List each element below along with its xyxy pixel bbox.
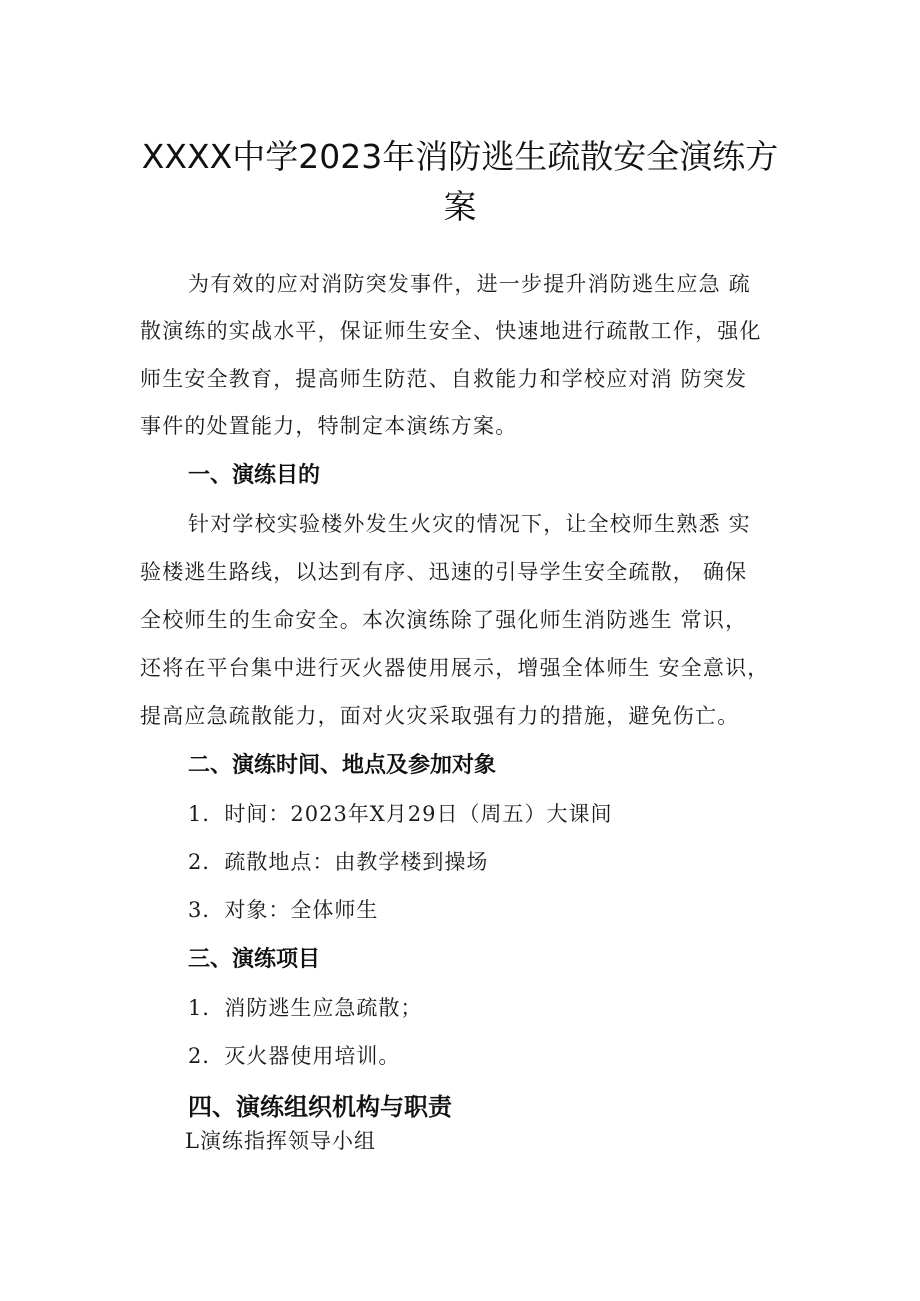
list-item-time: 1．时间：2023年X月29日（周五）大课间 xyxy=(188,802,613,826)
section-heading-purpose: 一、演练目的 xyxy=(188,463,321,488)
list-item-extinguisher: 2．灭火器使用培训。 xyxy=(188,1044,401,1068)
purpose-line: 验楼逃生路线，以达到有序、迅速的引导学生安全疏散， 确保 xyxy=(140,560,748,584)
purpose-line: 针对学校实验楼外发生火灾的情况下，让全校师生熟悉 实 xyxy=(188,512,751,536)
purpose-line: 还将在平台集中进行灭火器使用展示，增强全体师生 安全意识， xyxy=(140,656,770,680)
intro-line: 散演练的实战水平，保证师生安全、快速地进行疏散工作，强化 xyxy=(140,319,762,343)
intro-line: 事件的处置能力，特制定本演练方案。 xyxy=(140,414,518,438)
list-item-location: 2．疏散地点：由教学楼到操场 xyxy=(188,850,489,874)
document-title: XXXX中学2023年消防逃生疏散安全演练方 xyxy=(141,137,779,176)
document-title-continued: 案 xyxy=(443,187,477,226)
section-heading-items: 三、演练项目 xyxy=(188,947,321,972)
list-item-evacuation: 1．消防逃生应急疏散； xyxy=(188,996,423,1020)
intro-line: 为有效的应对消防突发事件，进一步提升消防逃生应急 疏 xyxy=(188,272,751,296)
intro-line: 师生安全教育，提高师生防范、自救能力和学校应对消 防突发 xyxy=(140,367,748,391)
list-item-command-group: L演练指挥领导小组 xyxy=(185,1129,376,1153)
section-heading-organization: 四、演练组织机构与职责 xyxy=(188,1093,452,1121)
list-item-participants: 3．对象：全体师生 xyxy=(188,898,379,922)
section-heading-time-place: 二、演练时间、地点及参加对象 xyxy=(188,753,497,778)
purpose-line: 全校师生的生命安全。本次演练除了强化师生消防逃生 常识， xyxy=(140,608,748,632)
purpose-line: 提高应急疏散能力，面对火灾采取强有力的措施，避免伤亡。 xyxy=(140,704,740,728)
